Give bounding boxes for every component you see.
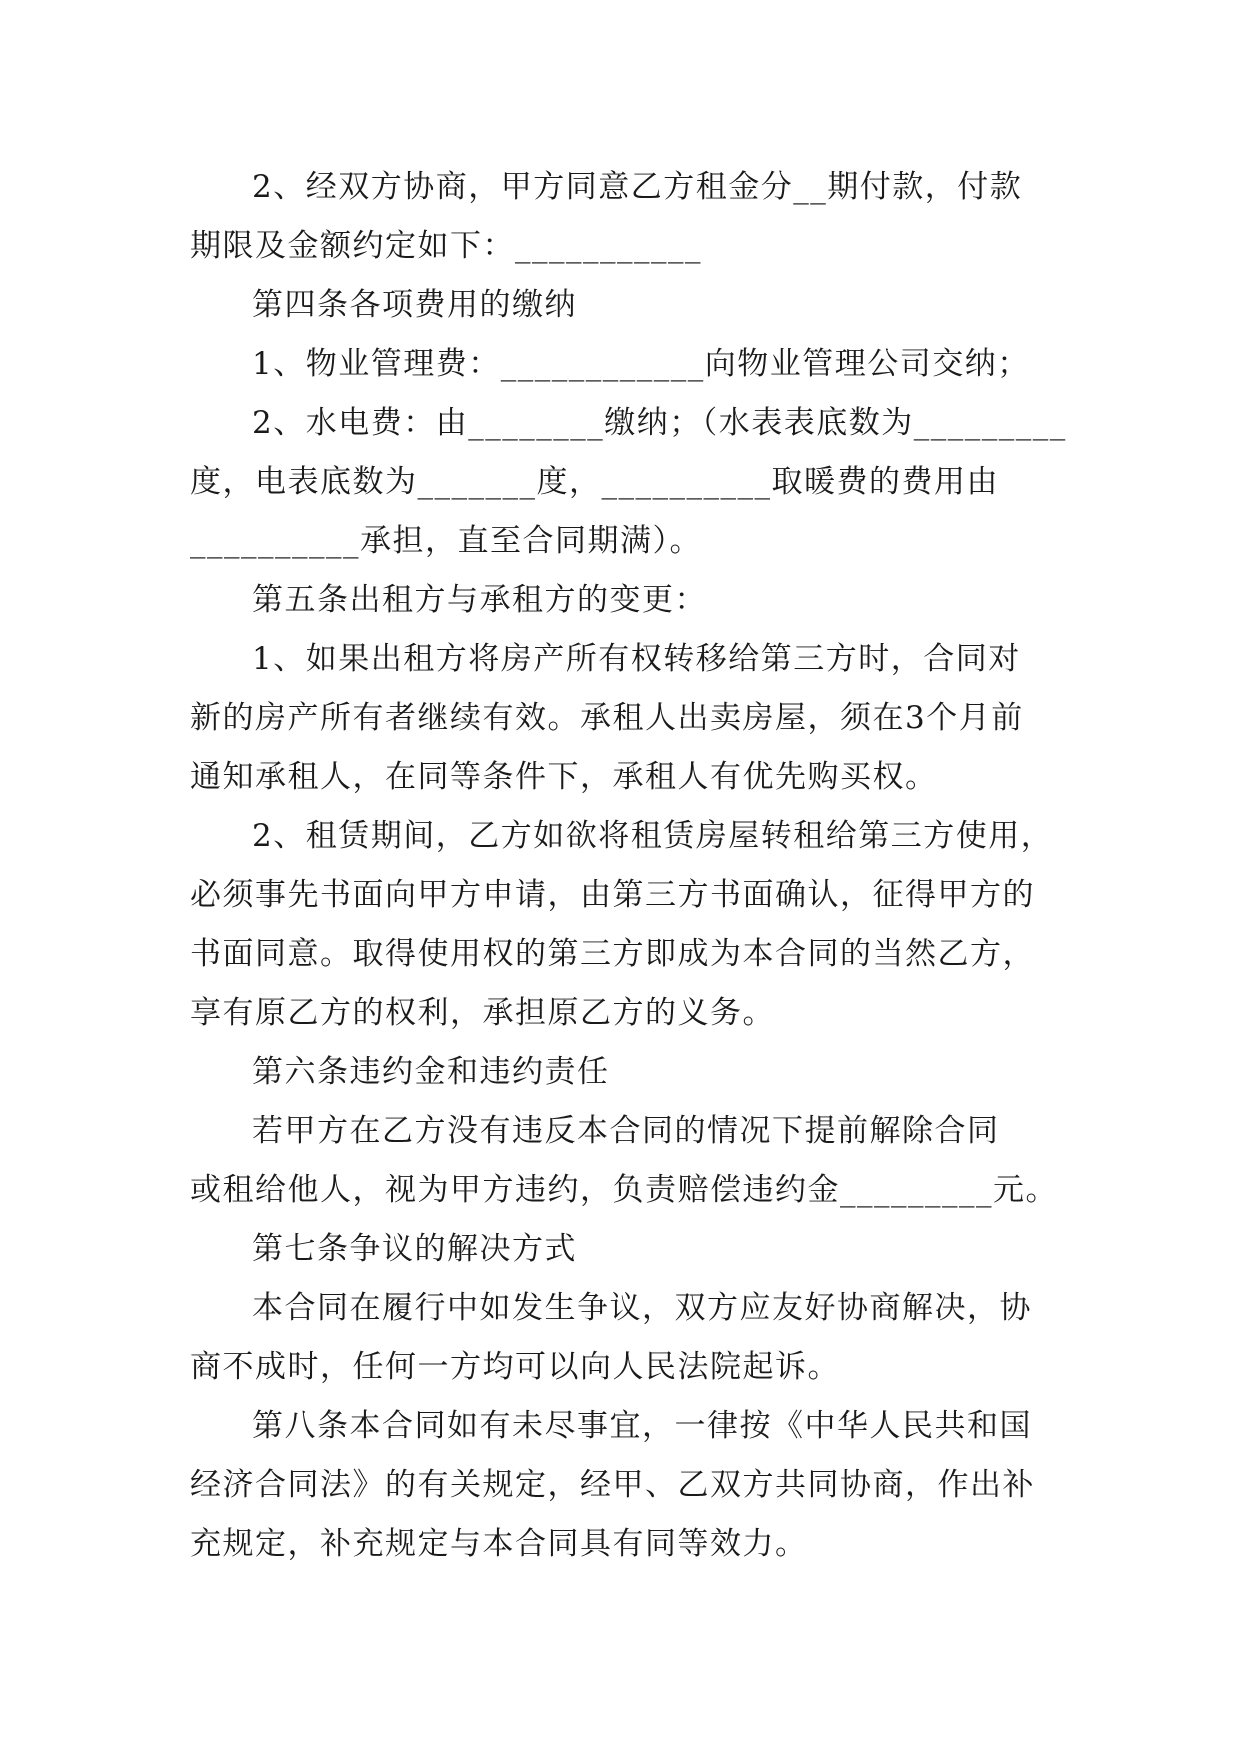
- document-body: [190, 158, 1067, 1574]
- paragraph-property-fee: [190, 335, 1060, 394]
- paragraph-utilities: [190, 394, 1067, 571]
- text-line: 期限及金额约定如下：___________: [190, 228, 702, 264]
- text-line: __________承担，直至合同期满）。: [190, 523, 702, 559]
- text-line: 2、经双方协商，甲方同意乙方租金分__期付款，付款: [252, 169, 1023, 205]
- section-heading-article-4: [190, 276, 1060, 335]
- text-line: 本合同在履行中如发生争议，双方应友好协商解决，协: [252, 1290, 1032, 1326]
- text-line: 通知承租人，在同等条件下，承租人有优先购买权。: [190, 759, 938, 795]
- paragraph-article-8: [190, 1397, 1060, 1574]
- text-line: 商不成时，任何一方均可以向人民法院起诉。: [190, 1349, 840, 1385]
- section-heading-article-6: [190, 1043, 1060, 1102]
- text-line: 1、如果出租方将房产所有权转移给第三方时，合同对: [252, 641, 1021, 677]
- paragraph-ownership-transfer: [190, 630, 1060, 807]
- text-line: 2、租赁期间，乙方如欲将租赁房屋转租给第三方使用，: [252, 818, 1054, 854]
- text-line: 享有原乙方的权利，承担原乙方的义务。: [190, 995, 775, 1031]
- text-line: 若甲方在乙方没有违反本合同的情况下提前解除合同: [252, 1113, 1000, 1149]
- paragraph-sublease: [190, 807, 1060, 1043]
- text-line: 经济合同法》的有关规定，经甲、乙双方共同协商，作出补: [190, 1467, 1035, 1503]
- paragraph-payment-installments: [190, 158, 1060, 276]
- text-line: 度，电表底数为_______度，__________取暖费的费用由: [190, 464, 999, 500]
- text-line: 必须事先书面向甲方申请，由第三方书面确认，征得甲方的: [190, 877, 1035, 913]
- text-line: 新的房产所有者继续有效。承租人出卖房屋，须在3个月前: [190, 700, 1024, 736]
- text-line: 书面同意。取得使用权的第三方即成为本合同的当然乙方，: [190, 936, 1035, 972]
- text-line: 第四条各项费用的缴纳: [252, 287, 577, 323]
- text-line: 2、水电费：由________缴纳；（水表表底数为_________: [252, 405, 1067, 441]
- paragraph-breach-penalty: [190, 1102, 1060, 1220]
- text-line: 充规定，补充规定与本合同具有同等效力。: [190, 1526, 808, 1562]
- text-line: 第五条出租方与承租方的变更：: [252, 582, 707, 618]
- text-line: 1、物业管理费：____________向物业管理公司交纳；: [252, 346, 1030, 382]
- section-heading-article-7: [190, 1220, 1060, 1279]
- paragraph-dispute-resolution: [190, 1279, 1060, 1397]
- text-line: 或租给他人，视为甲方违约，负责赔偿违约金_________元。: [190, 1172, 1058, 1208]
- text-line: 第七条争议的解决方式: [252, 1231, 577, 1267]
- section-heading-article-5: [190, 571, 1060, 630]
- text-line: 第八条本合同如有未尽事宜，一律按《中华人民共和国: [252, 1408, 1032, 1444]
- text-line: 第六条违约金和违约责任: [252, 1054, 610, 1090]
